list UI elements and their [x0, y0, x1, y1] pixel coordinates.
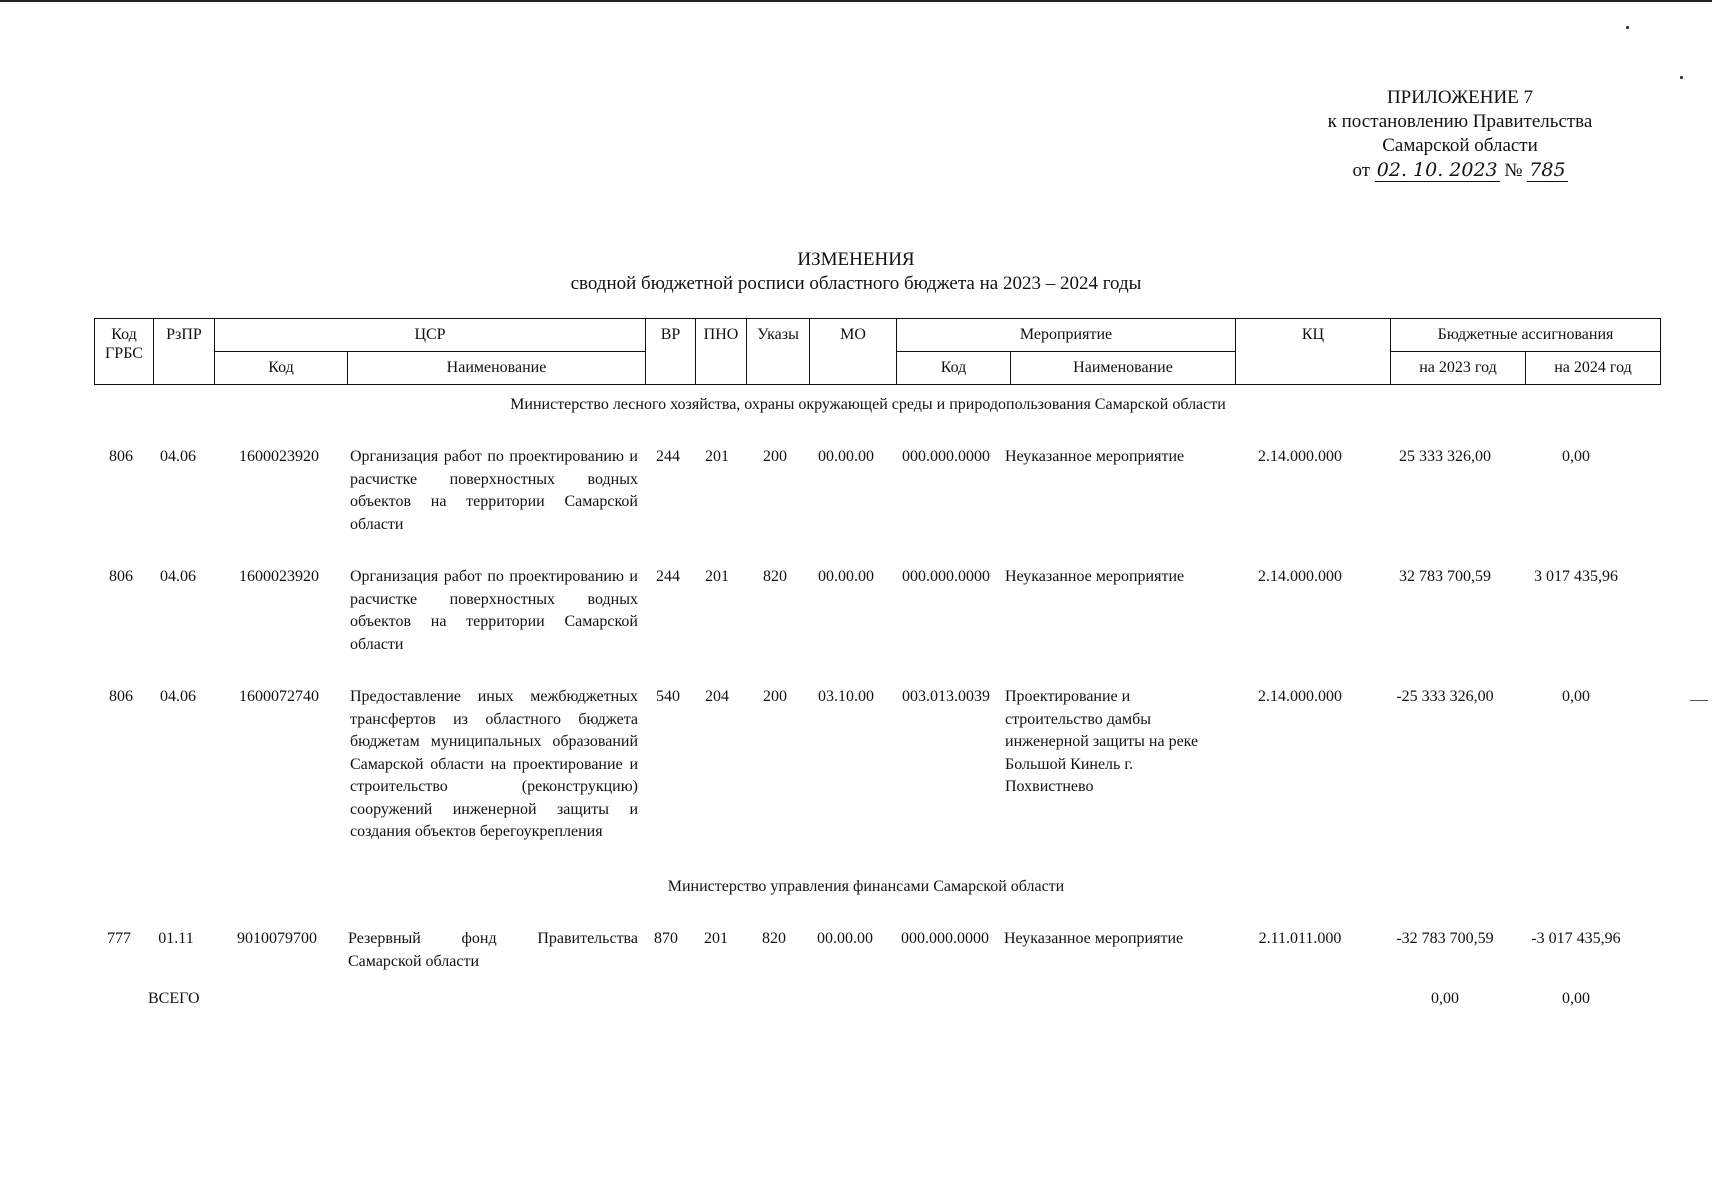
row-amount-2024: 0,00 — [1562, 448, 1590, 465]
total-label: ВСЕГО — [148, 990, 200, 1007]
total-amount-2023: 0,00 — [1431, 990, 1459, 1007]
row-mer-name: Проектирование и строительство дамбы инженерной защиты на реке Большой Кинель г. Похвистнево — [1005, 688, 1199, 795]
appendix-title: ПРИЛОЖЕНИЕ 7 — [1386, 87, 1534, 108]
title-line-1: ИЗМЕНЕНИЯ — [797, 249, 915, 270]
row-rzpr: 04.06 — [160, 448, 196, 465]
row-rzpr: 01.11 — [158, 930, 194, 947]
row-rzpr: 04.06 — [160, 688, 196, 705]
header-mo: МО — [810, 319, 897, 385]
appendix-line-2: к постановлению Правительства — [1327, 111, 1593, 132]
row-vr: 540 — [656, 688, 680, 705]
row-pno: 201 — [705, 448, 729, 465]
row-kc: 2.14.000.000 — [1258, 688, 1342, 705]
row-ukazy: 820 — [762, 930, 786, 947]
header-ukazy: Указы — [747, 319, 810, 385]
row-kc: 2.11.011.000 — [1258, 930, 1342, 947]
date-prefix: от — [1352, 160, 1371, 181]
appendix-line-3: Самарской области — [1382, 135, 1538, 156]
header-mer-name: Наименование — [1011, 352, 1236, 385]
row-csr-code: 1600023920 — [239, 448, 319, 465]
row-csr-code: 1600072740 — [239, 688, 319, 705]
row-kc: 2.14.000.000 — [1258, 448, 1342, 465]
header-year-2023: на 2023 год — [1391, 352, 1526, 385]
row-amount-2023: -32 783 700,59 — [1396, 930, 1494, 947]
header-meropriyatie: Мероприятие — [897, 319, 1236, 352]
header-kc: КЦ — [1236, 319, 1391, 385]
row-csr-code: 9010079700 — [237, 930, 317, 947]
row-mo: 00.00.00 — [817, 930, 873, 947]
row-amount-2023: -25 333 326,00 — [1396, 688, 1494, 705]
scan-speck — [1626, 26, 1629, 29]
section-ministry-forestry: Министерство лесного хозяйства, охраны окружающей среды и природопользования Самарской области — [510, 396, 1226, 413]
row-mo: 00.00.00 — [818, 568, 874, 585]
row-csr-code: 1600023920 — [239, 568, 319, 585]
row-grbs: 806 — [109, 688, 133, 705]
row-rzpr: 04.06 — [160, 568, 196, 585]
header-kod-grbs: Код ГРБС — [95, 319, 154, 385]
header-year-2024: на 2024 год — [1526, 352, 1661, 385]
row-csr-name: Организация работ по проектированию и расчистке поверхностных водных объектов на территории Самарской области — [350, 448, 638, 533]
row-vr: 244 — [656, 568, 680, 585]
row-mer-code: 003.013.0039 — [902, 688, 990, 705]
handwritten-date: 02. 10. 2023 — [1376, 159, 1498, 181]
row-amount-2023: 25 333 326,00 — [1399, 448, 1491, 465]
header-csr: ЦСР — [215, 319, 646, 352]
row-grbs: 806 — [109, 568, 133, 585]
row-amount-2024: 3 017 435,96 — [1534, 568, 1618, 585]
row-ukazy: 820 — [763, 568, 787, 585]
row-csr-name: Предоставление иных межбюджетных трансфертов из областного бюджета бюджетам муниципальных образований Самарской области на проектирование и строительство (реконструкцию) сооружений инженерной защиты и создания объектов берегоукрепления — [350, 688, 638, 840]
row-vr: 244 — [656, 448, 680, 465]
header-csr-name: Наименование — [348, 352, 646, 385]
row-mer-code: 000.000.0000 — [902, 448, 990, 465]
handwritten-number: 785 — [1529, 159, 1566, 181]
section-ministry-finance: Министерство управления финансами Самарской области — [667, 878, 1065, 895]
row-mer-name: Неуказанное мероприятие — [1005, 568, 1185, 585]
row-pno: 201 — [705, 568, 729, 585]
number-sign: № — [1504, 160, 1523, 181]
row-amount-2024: 0,00 — [1562, 688, 1590, 705]
row-ukazy: 200 — [763, 688, 787, 705]
appendix-date-line — [1290, 158, 1630, 183]
header-mer-code: Код — [897, 352, 1011, 385]
row-mo: 03.10.00 — [818, 688, 874, 705]
header-budget: Бюджетные ассигнования — [1391, 319, 1661, 352]
header-csr-code: Код — [215, 352, 348, 385]
row-amount-2023: 32 783 700,59 — [1399, 568, 1491, 585]
row-mer-code: 000.000.0000 — [901, 930, 989, 947]
row-grbs: 806 — [109, 448, 133, 465]
header-vr: ВР — [646, 319, 696, 385]
row-csr-name: Организация работ по проектированию и расчистке поверхностных водных объектов на территории Самарской области — [350, 568, 638, 653]
row-kc: 2.14.000.000 — [1258, 568, 1342, 585]
header-table — [94, 318, 1661, 385]
row-mo: 00.00.00 — [818, 448, 874, 465]
row-amount-2024: -3 017 435,96 — [1531, 930, 1621, 947]
header-rzpr: РзПР — [154, 319, 215, 385]
scan-top-border — [0, 0, 1712, 2]
document-title — [0, 248, 1712, 296]
row-mer-name: Неуказанное мероприятие — [1005, 448, 1185, 465]
row-ukazy: 200 — [763, 448, 787, 465]
row-mer-code: 000.000.0000 — [902, 568, 990, 585]
row-mer-name: Неуказанное мероприятие — [1004, 930, 1184, 947]
title-line-2: сводной бюджетной росписи областного бюджета на 2023 – 2024 годы — [570, 273, 1142, 294]
appendix-block — [1290, 86, 1630, 183]
header-pno: ПНО — [696, 319, 747, 385]
scan-mark — [1690, 700, 1708, 701]
scan-speck — [1680, 76, 1683, 79]
total-amount-2024: 0,00 — [1562, 990, 1590, 1007]
row-pno: 204 — [705, 688, 729, 705]
row-grbs: 777 — [107, 930, 131, 947]
row-pno: 201 — [704, 930, 728, 947]
row-vr: 870 — [654, 930, 678, 947]
row-csr-name: Резервный фонд Правительства Самарской области — [348, 930, 638, 970]
